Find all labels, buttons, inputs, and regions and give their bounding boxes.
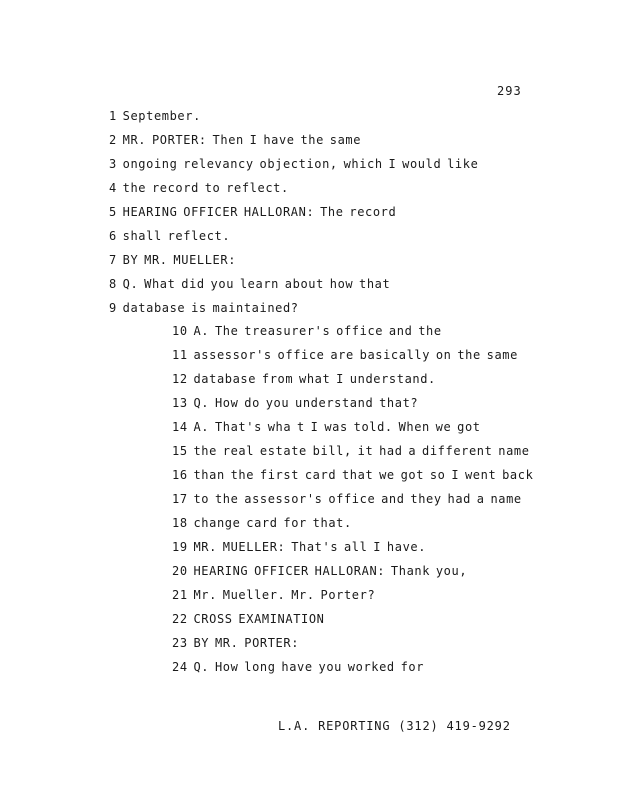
transcript-line-19: 19 MR. MUELLER: That's all I have. xyxy=(172,540,427,554)
transcript-line-15: 15 the real estate bill, it had a different name xyxy=(172,444,530,458)
transcript-line-21: 21 Mr. Mueller. Mr. Porter? xyxy=(172,588,376,602)
transcript-line-6: 6 shall reflect. xyxy=(109,229,231,243)
transcript-line-7: 7 BY MR. MUELLER: xyxy=(109,253,237,267)
transcript-line-14: 14 A. That's wha t I was told. When we got xyxy=(172,420,481,434)
transcript-line-13: 13 Q. How do you understand that? xyxy=(172,396,419,410)
reporter-footer: L.A. REPORTING (312) 419-9292 xyxy=(278,719,511,733)
transcript-line-16: 16 than the first card that we got so I went back xyxy=(172,468,534,482)
transcript-line-10: 10 A. The treasurer's office and the xyxy=(172,324,442,338)
page-number: 293 xyxy=(497,84,522,98)
transcript-line-2: 2 MR. PORTER: Then I have the same xyxy=(109,133,362,147)
transcript-line-12: 12 database from what I understand. xyxy=(172,372,436,386)
transcript-line-9: 9 database is maintained? xyxy=(109,301,299,315)
transcript-line-22: 22 CROSS EXAMINATION xyxy=(172,612,325,626)
transcript-line-24: 24 Q. How long have you worked for xyxy=(172,660,425,674)
transcript-line-23: 23 BY MR. PORTER: xyxy=(172,636,300,650)
transcript-line-18: 18 change card for that. xyxy=(172,516,352,530)
transcript-line-8: 8 Q. What did you learn about how that xyxy=(109,277,391,291)
transcript-line-4: 4 the record to reflect. xyxy=(109,181,289,195)
transcript-line-17: 17 to the assessor's office and they had a name xyxy=(172,492,522,506)
transcript-line-20: 20 HEARING OFFICER HALLORAN: Thank you, xyxy=(172,564,468,578)
transcript-line-3: 3 ongoing relevancy objection, which I would like xyxy=(109,157,479,171)
transcript-line-11: 11 assessor's office are basically on the same xyxy=(172,348,518,362)
transcript-line-1: 1 September. xyxy=(109,109,201,123)
transcript-line-5: 5 HEARING OFFICER HALLORAN: The record xyxy=(109,205,397,219)
